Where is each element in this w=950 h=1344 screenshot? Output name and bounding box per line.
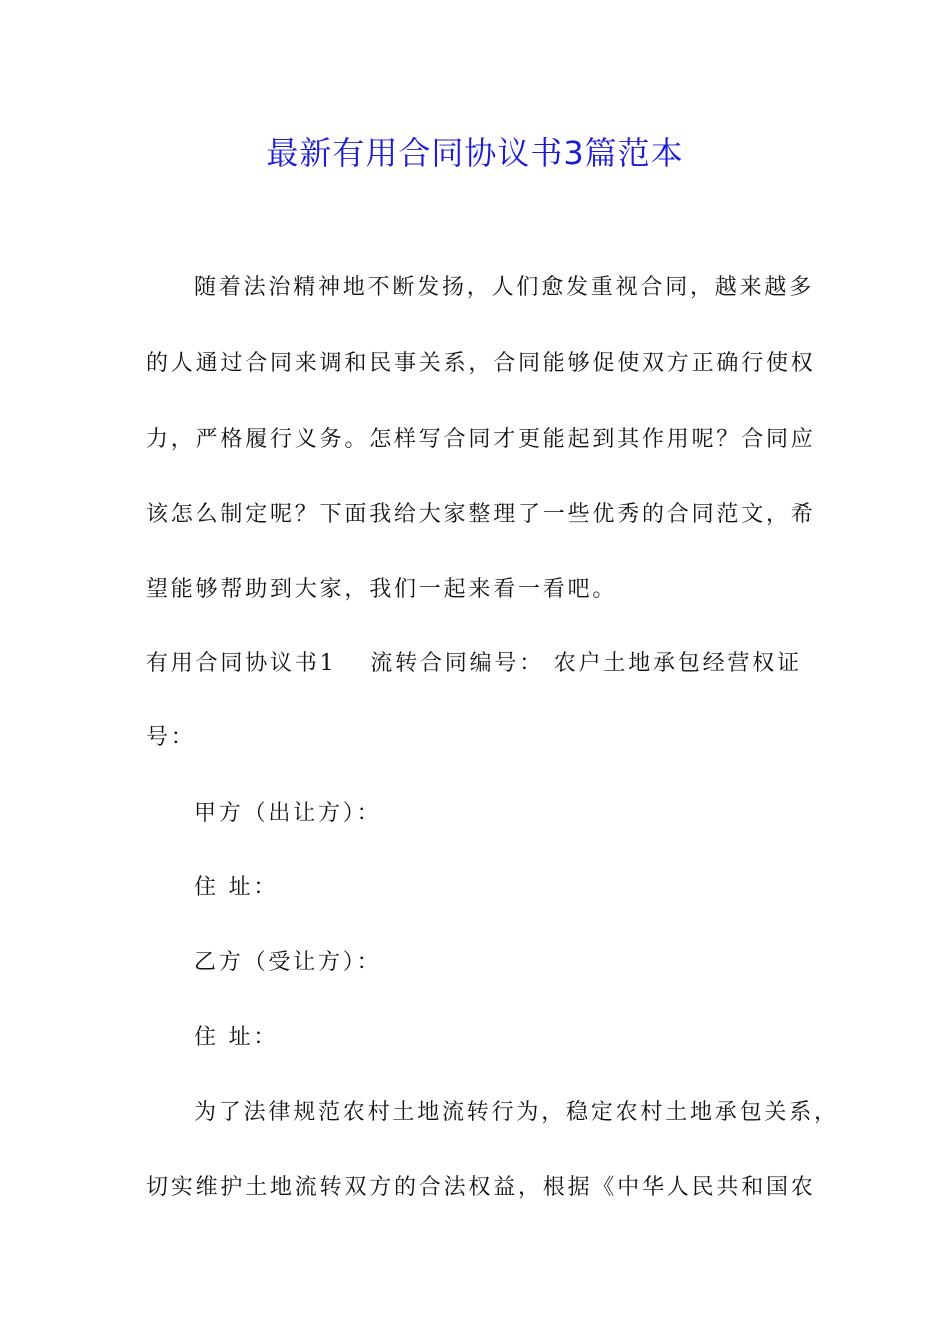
section-heading-line [146,646,802,677]
paragraph-line: 为了法律规范农村土地流转行为，稳定农村土地承包关系， [194,1100,839,1125]
address-label: 住 址： [194,1025,279,1050]
paragraph-line: 的人通过合同来调和民事关系，合同能够促使双方正确行使权 [146,351,816,376]
paragraph-line: 力，严格履行义务。怎样写合同才更能起到其作用呢？合同应 [146,427,816,452]
paragraph-line: 随着法治精神地不断发扬，人们愈发重视合同，越来越多 [194,275,815,300]
paragraph-line: 号： [146,725,196,750]
paragraph-line: 望能够帮助到大家，我们一起来看一看吧。 [146,577,618,602]
section-heading: 有用合同协议书1 [146,651,337,676]
paragraph-line: 切实维护土地流转双方的合法权益，根据《中华人民共和国农 [146,1175,816,1200]
party-a-label: 甲方（出让方）： [194,801,382,826]
contract-number-label: 流转合同编号： 农户土地承包经营权证 [370,651,802,676]
paragraph-line: 该怎么制定呢？下面我给大家整理了一些优秀的合同范文，希 [146,502,816,527]
address-label: 住 址： [194,875,279,900]
party-b-label: 乙方（受让方）： [194,950,382,975]
document-title: 最新有用合同协议书3篇范本 [266,134,684,172]
